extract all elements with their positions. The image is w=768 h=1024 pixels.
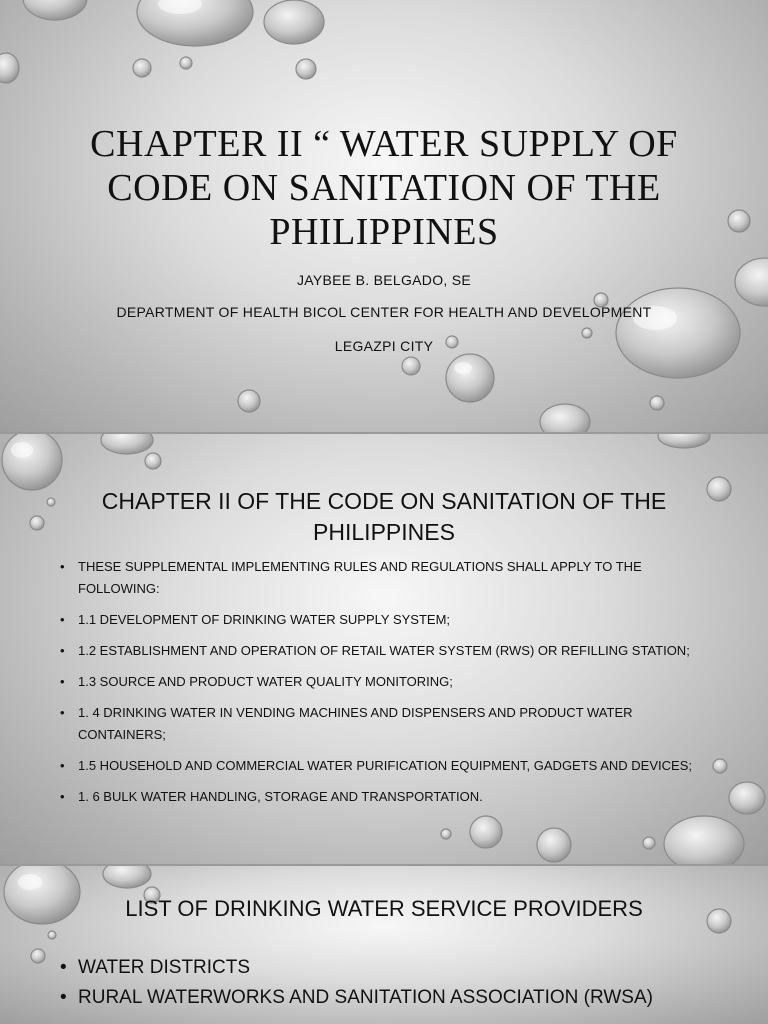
list-item: • WATER DISTRICTS bbox=[60, 955, 740, 981]
organization-name: DEPARTMENT OF HEALTH BICOL CENTER FOR HEALTH AND DEVELOPMENT bbox=[116, 304, 652, 320]
location-text: LEGAZPI CITY bbox=[334, 338, 434, 354]
list-item: • 1. 6 BULK WATER HANDLING, STORAGE AND TRANSPORTATION. bbox=[60, 786, 720, 808]
list-item: • THESE SUPPLEMENTAL IMPLEMENTING RULES AND REGULATIONS SHALL APPLY TO THE FOLLOWING: bbox=[60, 556, 720, 600]
scope-heading: CHAPTER II OF THE CODE ON SANITATION OF THE PHILIPPINES bbox=[101, 488, 667, 545]
list-item: • 1.1 DEVELOPMENT OF DRINKING WATER SUPPLY SYSTEM; bbox=[60, 609, 720, 631]
slide-title bbox=[0, 0, 768, 432]
list-item: • 1. 4 DRINKING WATER IN VENDING MACHINES AND DISPENSERS AND PRODUCT WATER CONTAINERS; bbox=[60, 702, 720, 746]
author-name: JAYBEE B. BELGADO, SE bbox=[296, 272, 472, 288]
list-item: • 1.3 SOURCE AND PRODUCT WATER QUALITY MONITORING; bbox=[60, 671, 720, 693]
scope-bullet-list bbox=[60, 556, 720, 817]
list-item: • RURAL WATERWORKS AND SANITATION ASSOCIATION (RWSA) bbox=[60, 985, 740, 1011]
providers-bullet-list bbox=[60, 955, 740, 1015]
list-item: • 1.2 ESTABLISHMENT AND OPERATION OF RETAIL WATER SYSTEM (RWS) OR REFILLING STATION; bbox=[60, 640, 720, 662]
providers-heading: LIST OF DRINKING WATER SERVICE PROVIDERS bbox=[125, 896, 643, 921]
slide-title-heading: CHAPTER II “ WATER SUPPLY OF CODE ON SANITATION OF THE PHILIPPINES bbox=[90, 123, 678, 253]
list-item: • 1.5 HOUSEHOLD AND COMMERCIAL WATER PURIFICATION EQUIPMENT, GADGETS AND DEVICES; bbox=[60, 755, 720, 777]
